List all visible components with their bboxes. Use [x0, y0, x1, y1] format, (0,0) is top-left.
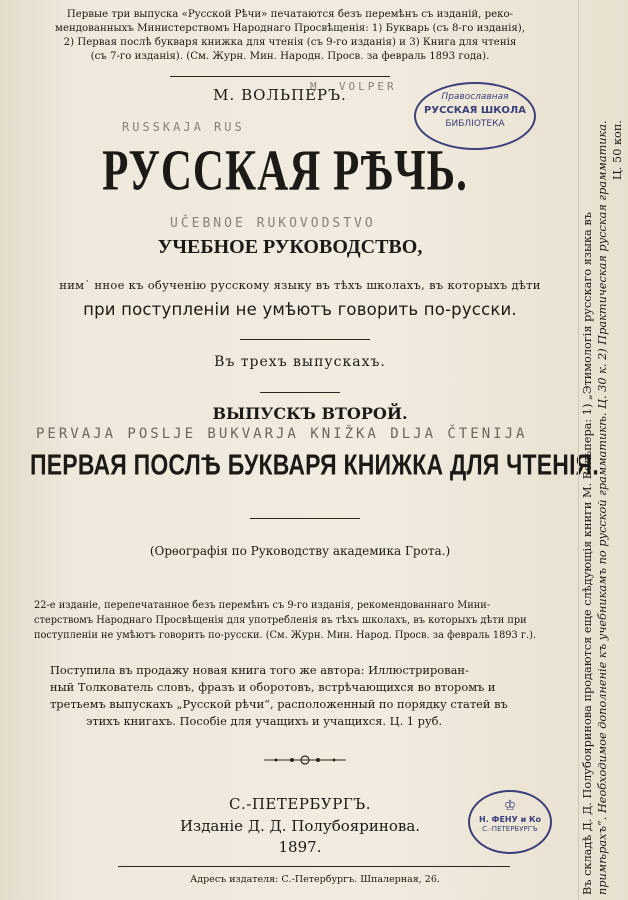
stamp-line-2: С.-ПЕТЕРБУРГЪ	[482, 825, 538, 833]
imprint-city: С.-ПЕТЕРБУРГЪ.	[229, 795, 371, 813]
author-name: М. ВОЛЬПЕРЪ.	[213, 86, 347, 104]
divider	[250, 518, 360, 519]
side-line-3: Ц. 50 коп.	[611, 120, 624, 180]
ad-line-3: третьемъ выпускахъ „Русской рѣчи“, расположенный по порядку статей въ	[50, 697, 508, 711]
volumes-note: Въ трехъ выпускахъ.	[214, 354, 386, 370]
stamp-line-3: БИБЛІОТЕКА	[445, 119, 505, 129]
edition-line-1: 22-е изданіе, перепечатанное безъ перемѣнъ съ 9-го изданія, рекомендованнаго Мини-	[34, 600, 491, 611]
issue-label: ВЫПУСКЪ ВТОРОЙ.	[212, 404, 408, 423]
edition-note	[34, 598, 574, 643]
publisher-address: Адресъ издателя: С.-Петербургъ. Шпалерная, 26.	[190, 874, 440, 885]
edition-line-2: стерствомъ Народнаго Просвѣщенія для употребленія въ тѣхъ школахъ, въ которыхъ дѣти при	[34, 615, 527, 626]
crown-icon: ♔	[503, 798, 517, 814]
handwritten-subtitle: UČEBNOE RUKOVODSTVO	[170, 216, 376, 231]
subtitle: УЧЕБНОЕ РУКОВОДСТВО,	[157, 236, 423, 258]
orthography-note: (Орѳографія по Руководству академика Грота.)	[149, 544, 451, 558]
header-line-4: (съ 7-го изданія). (См. Журн. Мин. Народн. Просв. за февраль 1893 года).	[90, 51, 490, 62]
stamp-line-1: Православная	[441, 92, 509, 102]
divider	[240, 339, 370, 340]
side-advert	[578, 0, 628, 900]
handwritten-author: M. VOLPER	[310, 80, 397, 93]
new-book-ad	[50, 662, 570, 730]
header-line-1: Первые три выпуска «Русской Рѣчи» печатаются безъ перемѣнъ съ изданій, реко-	[66, 9, 514, 20]
divider	[170, 76, 390, 77]
header-line-2: мендованныхъ Министерствомъ Народнаго Просвѣщенія: 1) Букварь (съ 8-го изданія),	[55, 23, 525, 34]
imprint-year: 1897.	[278, 838, 322, 856]
handwritten-book-title: PERVAJA POSLJE BUKVARJA KNIŽKA DLJA ČTENIJA	[36, 426, 528, 442]
side-line-2: примѣрахъ“. Необходимое дополненіе къ учебникамъ по русской грамматикѣ. Ц. 30 к. 2) Практическая русская грамматика.	[596, 120, 609, 895]
imprint-publisher: Изданіе Д. Д. Полубояринова.	[179, 817, 421, 835]
ad-line-2: ный Толкователь словъ, фразъ и оборотовъ, встрѣчающихся во второмъ и	[50, 680, 496, 694]
stamp-line-1: Н. ФЕНУ и Ко	[479, 815, 541, 824]
main-title: РУССКАЯ РѢЧЬ.	[102, 139, 468, 203]
ad-line-4: этихъ книгахъ. Пособіе для учащихъ и учащихся. Ц. 1 руб.	[86, 714, 443, 728]
handwritten-title: RUSSKAJA RUS	[122, 120, 245, 134]
divider	[260, 392, 340, 393]
bookseller-stamp	[468, 790, 552, 854]
book-title: ПЕРВАЯ ПОСЛѢ БУКВАРЯ КНИЖКА ДЛЯ ЧТЕНІЯ.	[30, 448, 599, 481]
edition-line-3: поступленіи не умѣютъ говорить по-русски. (См. Журн. Мин. Народ. Просв. за февраль 1893 г.).	[34, 630, 537, 641]
ornament	[262, 752, 348, 772]
side-line-1: Въ складѣ Д. Д. Полубояринова продаются еще слѣдующія книги М. Вольпера: 1) „Этимологія русскаго языка въ	[581, 212, 594, 895]
header-notice	[20, 8, 560, 64]
purpose-line-2: при поступленіи не умѣютъ говорить по-русски.	[83, 300, 517, 319]
stamp-line-2: РУССКАЯ ШКОЛА	[424, 105, 526, 116]
purpose-line-1: ним˙ нное къ обученію русскому языку въ тѣхъ школахъ, въ которыхъ дѣти	[59, 278, 541, 292]
ad-line-1: Поступила въ продажу новая книга того же автора: Иллюстрирован-	[50, 663, 469, 677]
divider	[118, 866, 510, 867]
ornament-icon	[262, 752, 348, 768]
header-line-3: 2) Первая послѣ букваря книжка для чтенія (съ 9-го изданія) и 3) Книга для чтенія	[63, 37, 517, 48]
